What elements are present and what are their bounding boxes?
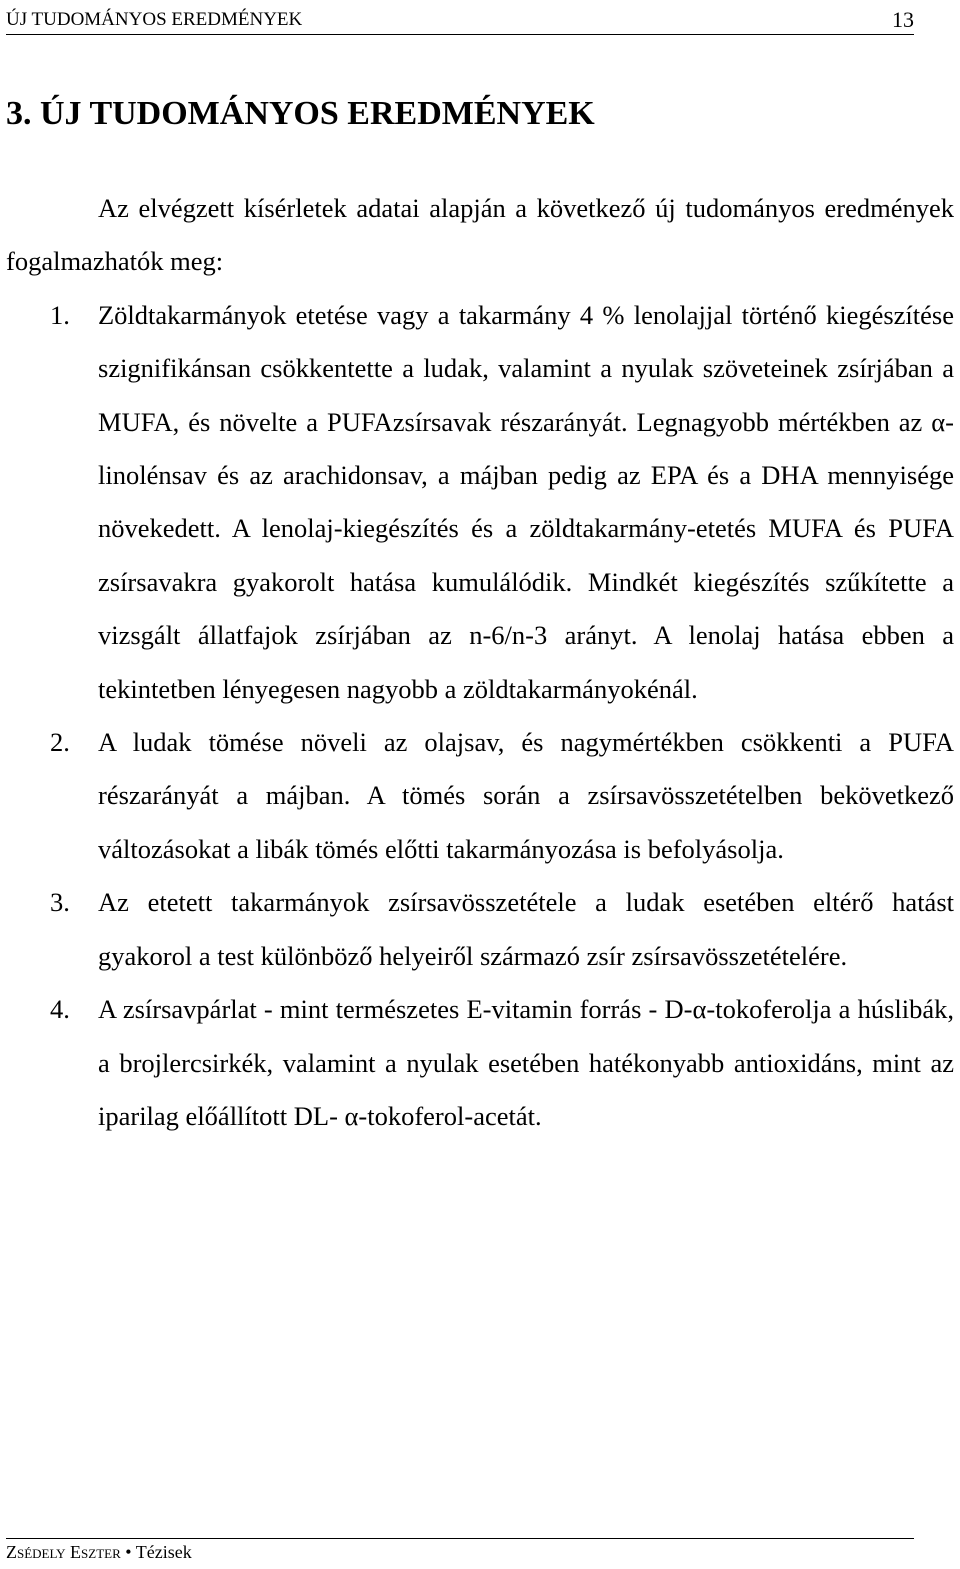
list-item-number: 3. <box>50 887 70 918</box>
list-item-text: A ludak tömése növeli az olajsav, és nagymértékben csökkenti a PUFA részarányát a májban. A tömés során a zsírsavösszetételben bekövetkező változásokat a libák tömés előtti takarmányozása is befolyásolja. <box>98 727 954 864</box>
list-item <box>6 983 954 1143</box>
list-item-number: 4. <box>50 994 70 1025</box>
list-item <box>6 716 954 876</box>
list-item-text: Zöldtakarmányok etetése vagy a takarmány 4 % lenolajjal történő kiegészítése szignifikánsan csökkentette a ludak, valamint a nyulak szöveteinek zsírjában a MUFA, és növelte a PUFAzsírsavak részarányát. Legnagyobb mértékben az α-linolénsav és az arachidonsav, a májban pedig az EPA és a DHA mennyisége növekedett. A lenolaj-kiegészítés és a zöldtakarmány-etetés MUFA és PUFA zsírsavakra gyakorolt hatása kumulálódik. Mindkét kiegészítés szűkítette a vizsgált állatfajok zsírjában az n-6/n-3 arányt. A lenolaj hatása ebben a tekintetben lényegesen nagyobb a zöldtakarmányokénál. <box>98 299 954 704</box>
findings-list <box>6 289 954 1144</box>
document-body <box>6 182 954 1143</box>
list-item-number: 2. <box>50 727 70 758</box>
list-item <box>6 876 954 983</box>
footer-doc-type: Tézisek <box>135 1542 192 1562</box>
list-item <box>6 289 954 716</box>
list-item-text: A zsírsavpárlat - mint természetes E-vitamin forrás - D-α-tokoferolja a húslibák, a brojlercsirkék, valamint a nyulak esetében hatékonyabb antioxidáns, mint az iparilag előállított DL- α-tokoferol-acetát. <box>98 994 954 1131</box>
page-footer <box>6 1538 914 1565</box>
list-item-number: 1. <box>50 299 70 330</box>
footer-separator: • <box>125 1542 132 1562</box>
list-item-text: Az etetett takarmányok zsírsavösszetétele a ludak esetében eltérő hatást gyakorol a test különböző helyeiről származó zsír zsírsavösszetételére. <box>98 887 954 971</box>
footer-author: Zsédely Eszter <box>6 1542 121 1562</box>
header-title: ÚJ TUDOMÁNYOS EREDMÉNYEK <box>6 9 303 30</box>
running-header <box>6 6 914 35</box>
page-number: 13 <box>892 7 914 32</box>
section-heading: 3. ÚJ TUDOMÁNYOS EREDMÉNYEK <box>6 95 595 132</box>
intro-paragraph: Az elvégzett kísérletek adatai alapján a következő új tudományos eredmények fogalmazhatók meg: <box>6 193 954 277</box>
